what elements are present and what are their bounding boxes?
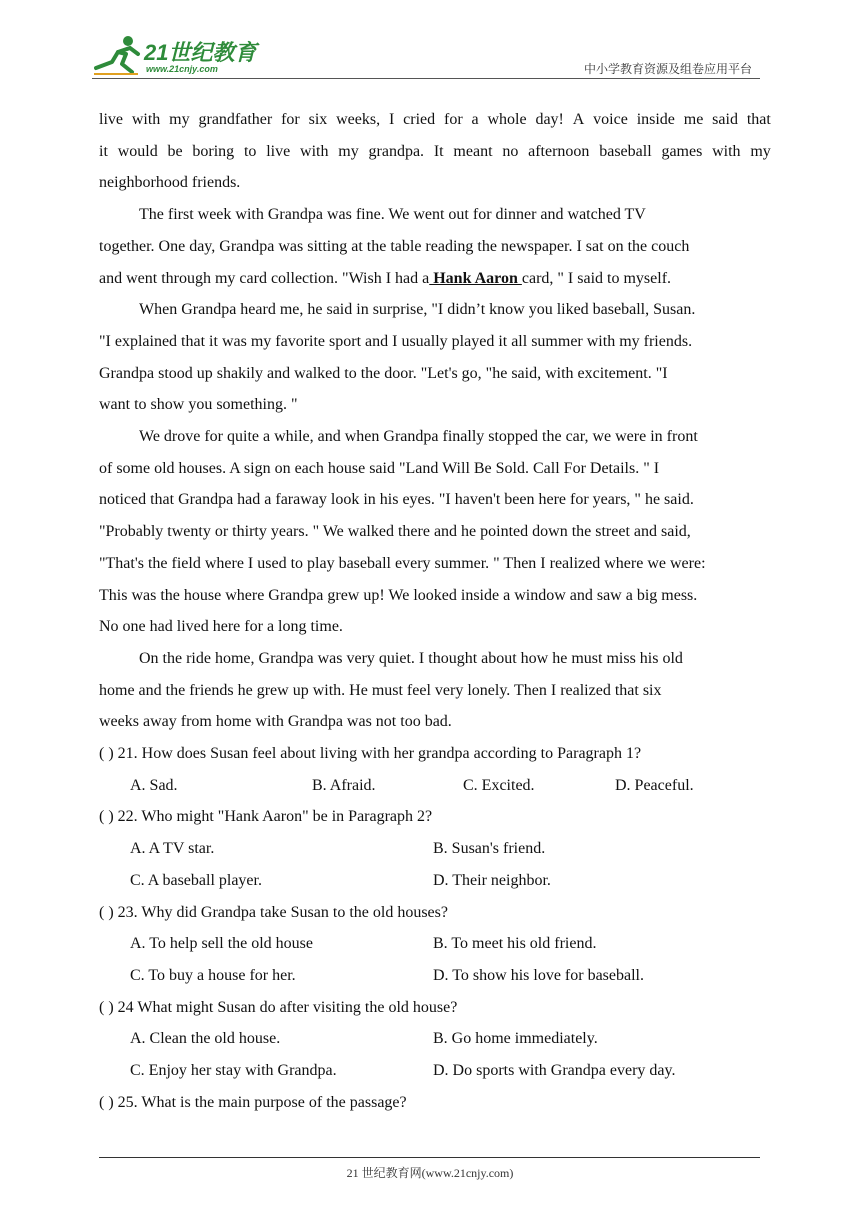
footer-divider (99, 1157, 760, 1158)
word: my (750, 142, 771, 160)
word: a (471, 111, 479, 128)
option-a[interactable]: A. To help sell the old house (130, 935, 314, 953)
word: it (99, 142, 108, 160)
word: baseball (599, 142, 652, 160)
word: boring (192, 142, 235, 160)
word: meant (453, 142, 493, 160)
option-c[interactable]: C. Enjoy her stay with Grandpa. (130, 1062, 337, 1079)
word: A (572, 111, 585, 128)
word: no (502, 142, 519, 160)
passage-line: want to show you something. " (99, 396, 298, 414)
word: games (661, 142, 703, 160)
option-d[interactable]: D. Peaceful. (615, 776, 694, 794)
option-a[interactable]: A. Sad. (130, 776, 178, 794)
word: said (712, 111, 738, 128)
question-stem: ( ) 21. How does Susan feel about living with her grandpa according to Paragraph 1? (99, 745, 642, 763)
question-stem: ( ) 23. Why did Grandpa take Susan to the old houses? (99, 903, 448, 921)
hank-aaron-highlight: Hank Aaron (429, 269, 522, 287)
word: grandpa. (368, 142, 425, 160)
word: live (266, 142, 291, 160)
passage-line: No one had lived here for a long time. (99, 618, 343, 636)
question-options (99, 770, 771, 802)
word: to (243, 142, 257, 160)
passage-line: "That's the field where I used to play baseball every summer. " Then I realized where we were: (99, 554, 706, 572)
header-platform-text: 中小学教育资源及组卷应用平台 (583, 62, 752, 76)
option-b[interactable]: B. Go home immediately. (433, 1030, 598, 1048)
header-divider (92, 78, 760, 79)
word: my (169, 111, 190, 128)
word: I (388, 111, 395, 128)
word: six (308, 111, 328, 128)
page-header (92, 26, 760, 82)
word: that (746, 111, 771, 128)
question-stem: ( ) 25. What is the main purpose of the passage? (99, 1093, 407, 1111)
option-a[interactable]: A. Clean the old house. (130, 1030, 281, 1048)
word: with (300, 142, 329, 160)
passage-line: noticed that Grandpa had a faraway look in his eyes. "I haven't been here for years, " he said. (99, 491, 694, 509)
word: with (131, 111, 161, 128)
question-options (99, 928, 771, 960)
runner-logo-icon (92, 32, 144, 76)
option-d[interactable]: D. To show his love for baseball. (433, 966, 644, 984)
word: for (281, 111, 300, 128)
word: for (444, 111, 463, 128)
passage-line: and went through my card collection. "Wish I had a Hank Aaron card, " I said to myself. (99, 269, 672, 287)
passage-line: together. One day, Grandpa was sitting at the table reading the newspaper. I sat on the couch (99, 237, 690, 255)
word: would (117, 142, 158, 160)
question-stem: ( ) 22. Who might "Hank Aaron" be in Paragraph 2? (99, 808, 433, 826)
question-options (99, 1055, 771, 1087)
passage-line: We drove for quite a while, and when Grandpa finally stopped the car, we were in front (139, 428, 698, 446)
option-b[interactable]: B. Afraid. (312, 776, 376, 794)
word: It (433, 142, 444, 160)
word: be (167, 142, 183, 160)
question-stem: ( ) 24 What might Susan do after visiting the old house? (99, 998, 458, 1016)
word: day! (535, 111, 564, 128)
passage-line: home and the friends he grew up with. He must feel very lonely. Then I realized that six (99, 681, 662, 699)
option-c[interactable]: C. Excited. (463, 776, 535, 794)
passage-line: Grandpa stood up shakily and walked to the door. "Let's go, "he said, with excitement. "I (99, 364, 668, 382)
passage-line: This was the house where Grandpa grew up! We looked inside a window and saw a big mess. (99, 586, 698, 604)
passage-line: The first week with Grandpa was fine. We went out for dinner and watched TV (139, 206, 646, 224)
passage-line: "Probably twenty or thirty years. " We walked there and he pointed down the street and said, (99, 523, 691, 541)
page-footer: 21 世纪教育网(www.21cnjy.com) (346, 1166, 514, 1180)
question-options (99, 865, 771, 897)
word: inside (636, 111, 675, 128)
question-options (99, 960, 771, 992)
word: cried (403, 111, 436, 128)
option-d[interactable]: D. Do sports with Grandpa every day. (433, 1062, 676, 1079)
word: whole (487, 111, 527, 128)
question-options (99, 1023, 771, 1055)
passage-line (99, 136, 771, 168)
passage-line: weeks away from home with Grandpa was not too bad. (99, 713, 452, 731)
option-b[interactable]: B. To meet his old friend. (433, 935, 597, 953)
word: grandfather (198, 111, 273, 128)
word: live (99, 111, 123, 128)
logo-url: www.21cnjy.com (146, 64, 218, 74)
option-b[interactable]: B. Susan's friend. (433, 840, 546, 858)
option-d[interactable]: D. Their neighbor. (433, 871, 551, 889)
site-logo[interactable] (92, 32, 262, 76)
passage-line: "I explained that it was my favorite sport and I usually played it all summer with my friends. (99, 332, 693, 350)
word: weeks, (336, 111, 381, 128)
option-a[interactable]: A. A TV star. (130, 840, 215, 858)
passage-line (99, 104, 771, 136)
logo-text: 21世纪教育 (144, 40, 257, 65)
word: voice (593, 111, 628, 128)
word: my (338, 142, 359, 160)
question-options (99, 833, 771, 865)
word: afternoon (528, 142, 590, 160)
passage-line: of some old houses. A sign on each house said "Land Will Be Sold. Call For Details. " I (99, 459, 660, 477)
word: me (683, 111, 704, 128)
passage-line: neighborhood friends. (99, 174, 241, 192)
option-c[interactable]: C. A baseball player. (130, 871, 262, 889)
option-c[interactable]: C. To buy a house for her. (130, 966, 296, 984)
passage-line: When Grandpa heard me, he said in surprise, "I didn’t know you liked baseball, Susan. (139, 301, 696, 319)
passage-line: On the ride home, Grandpa was very quiet. I thought about how he must miss his old (139, 649, 683, 667)
passage-content (99, 104, 771, 1118)
word: with (712, 142, 741, 160)
